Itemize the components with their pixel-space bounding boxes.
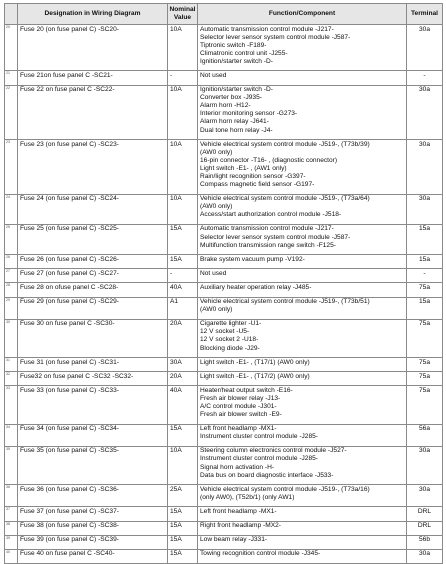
terminal: 56b — [407, 535, 443, 549]
function-line: Instrument cluster control module -J285- — [200, 433, 319, 441]
function-line: Rain/light recognition sensor -G397- — [200, 173, 306, 180]
row-marker: 25 — [5, 224, 18, 254]
function-line: Access/start authorization control module -J518- — [200, 211, 342, 219]
fuse-table — [4, 3, 443, 564]
function-component — [198, 358, 407, 372]
nominal-value: 15A — [168, 224, 198, 254]
function-component — [198, 424, 407, 446]
function-component — [198, 372, 407, 386]
function-line: Light switch -E1- , (T17/1) (AW0 only) — [200, 358, 310, 366]
function-line: Multifunction transmission range switch -F125- — [200, 241, 336, 249]
table-row — [5, 269, 443, 283]
function-line: Data bus on board diagnostic interface -J533- — [200, 471, 334, 479]
nominal-value: 20A — [168, 319, 198, 357]
terminal: 15a — [407, 255, 443, 269]
row-marker: 29 — [5, 297, 18, 319]
fuse-designation: Fuse 37 (on fuse panel C) -SC37- — [18, 507, 168, 521]
row-marker: 30 — [5, 319, 18, 357]
nominal-value: 10A — [168, 194, 198, 224]
table-row — [5, 255, 443, 269]
function-component — [198, 319, 407, 357]
terminal: 75a — [407, 358, 443, 372]
row-marker: 38 — [5, 521, 18, 535]
function-line: Automatic transmission control module -J217- — [200, 25, 334, 33]
table-row — [5, 535, 443, 549]
header-nominal-value: Nominal Value — [168, 4, 198, 25]
function-line: Compass magnetic field sensor -G197- — [200, 181, 315, 189]
function-component — [198, 297, 407, 319]
header-row — [5, 4, 443, 25]
function-component — [198, 71, 407, 85]
function-line: Steering column electronics control module -J527- — [200, 447, 347, 455]
function-component — [198, 85, 407, 140]
function-line: Light switch -E1- , (T17/2) (AW0 only) — [200, 372, 310, 380]
function-component — [198, 507, 407, 521]
terminal: 30a — [407, 446, 443, 484]
terminal: 30a — [407, 25, 443, 71]
function-line: Vehicle electrical system control module -J519-, (T73b/51) — [200, 298, 370, 306]
table-row — [5, 283, 443, 297]
function-line: Converter box -J935- — [200, 94, 262, 102]
table-row — [5, 521, 443, 535]
function-line: (AW0 only) — [200, 306, 233, 314]
nominal-value: 15A — [168, 535, 198, 549]
fuse-designation: Fuse 30 on fuse panel C -SC30- — [18, 319, 168, 357]
header-terminal: Terminal — [407, 4, 443, 25]
terminal: 75a — [407, 386, 443, 424]
terminal: 30a — [407, 140, 443, 195]
function-line: Signal horn activation -H- — [200, 463, 275, 471]
fuse-designation: Fuse 28 on ofuse panel C -SC28- — [18, 283, 168, 297]
row-marker: 24 — [5, 194, 18, 224]
row-marker: 22 — [5, 85, 18, 140]
fuse-designation: Fuse 38 (on fuse panel C) -SC38- — [18, 521, 168, 535]
fuse-designation: Fuse 33 (on fuse panel C) -SC33- — [18, 386, 168, 424]
function-line: Left front headlamp -MX1- — [200, 507, 277, 515]
table-row — [5, 485, 443, 507]
function-component — [198, 25, 407, 71]
table-row — [5, 386, 443, 424]
function-line: Vehicle electrical system control module -J519-, (T73b/39) — [200, 140, 370, 148]
table-row — [5, 224, 443, 254]
function-line: Alarm horn -H12- — [200, 102, 251, 110]
terminal: 30a — [407, 485, 443, 507]
function-line: Blocking diode -J29- — [200, 344, 260, 352]
table-row — [5, 446, 443, 484]
function-component — [198, 283, 407, 297]
terminal: 30a — [407, 194, 443, 224]
terminal: 30a — [407, 549, 443, 563]
function-line: Selector lever sensor system control module -J587- — [200, 233, 351, 241]
table-row — [5, 319, 443, 357]
fuse-designation: Fuse 22 on fuse panel C -SC22- — [18, 85, 168, 140]
nominal-value: 10A — [168, 140, 198, 195]
table-row — [5, 25, 443, 71]
header-function-component: Function/Component — [198, 4, 407, 25]
terminal: DRL — [407, 507, 443, 521]
fuse-designation: Fuse 27 (on fuse panel C) -SC27- — [18, 269, 168, 283]
function-line: (only AW0), (T52b/1) (only AW1) — [200, 493, 295, 501]
fuse-designation: Fuse 36 (on fuse panel C) -SC36- — [18, 485, 168, 507]
nominal-value: 15A — [168, 521, 198, 535]
function-component — [198, 269, 407, 283]
function-line: Auxiliary heater operation relay -J485- — [200, 283, 312, 291]
table-row — [5, 549, 443, 563]
fuse-designation: Fuse 20 (on fuse panel C) -SC20- — [18, 25, 168, 71]
function-line: Ignition/starter switch -D- — [200, 86, 273, 94]
row-marker: 26 — [5, 255, 18, 269]
function-component — [198, 549, 407, 563]
nominal-value: 25A — [168, 485, 198, 507]
fuse-designation: Fuse 24 (on fuse panel C) -SC24- — [18, 194, 168, 224]
table-row — [5, 85, 443, 140]
function-component — [198, 485, 407, 507]
function-line: Low beam relay -J331- — [200, 536, 268, 544]
row-marker: 35 — [5, 446, 18, 484]
nominal-value: 40A — [168, 283, 198, 297]
row-marker: 23 — [5, 140, 18, 195]
table-row — [5, 372, 443, 386]
function-line: (AW0 only) — [200, 203, 233, 211]
function-component — [198, 194, 407, 224]
function-line: Dual tone horn relay -J4- — [200, 126, 273, 134]
function-line: Ignition/starter switch -D- — [200, 57, 273, 65]
function-line: Cigarette lighter -U1- — [200, 320, 262, 328]
fuse-designation: Fuse 25 (on fuse panel C) -SC25- — [18, 224, 168, 254]
row-marker: 36 — [5, 485, 18, 507]
function-line: Light switch -E1- , (AW1 only) — [200, 164, 287, 172]
row-marker: 40 — [5, 549, 18, 563]
function-line: Interior monitoring sensor -G273- — [200, 110, 298, 118]
terminal: - — [407, 269, 443, 283]
terminal: 75a — [407, 372, 443, 386]
row-marker: 37 — [5, 507, 18, 521]
terminal: 75a — [407, 319, 443, 357]
terminal: 75a — [407, 283, 443, 297]
function-line: Heater/heat output switch -E16- — [200, 386, 293, 394]
table-row — [5, 194, 443, 224]
fuse-designation: Fuse32 on fuse panel C -SC32 -SC32- — [18, 372, 168, 386]
nominal-value: A1 — [168, 297, 198, 319]
fuse-designation: Fuse 31 (on fuse panel C) -SC31- — [18, 358, 168, 372]
fuse-designation: Fuse 23 (on fuse panel C) -SC23- — [18, 140, 168, 195]
table-body — [5, 25, 443, 564]
row-marker: 33 — [5, 386, 18, 424]
function-line: Alarm horn relay -J641- — [200, 118, 269, 126]
fuse-designation: Fuse 40 on fuse panel C -SC40- — [18, 549, 168, 563]
function-component — [198, 255, 407, 269]
row-marker: 28 — [5, 283, 18, 297]
function-line: Fresh air blower relay -J13- — [200, 394, 281, 402]
function-line: Automatic transmission control module -J217- — [200, 225, 334, 233]
function-line: Selector lever sensor system control module -J587- — [200, 33, 351, 41]
table-row — [5, 358, 443, 372]
function-line: Vehicle electrical system control module -J519-, (T73a/64) — [200, 195, 370, 203]
function-component — [198, 535, 407, 549]
header-designation: Designation in Wiring Diagram — [18, 4, 168, 25]
function-line: A/C control module -J301- — [200, 402, 277, 410]
function-line: Left front headlamp -MX1- — [200, 425, 277, 433]
table-row — [5, 71, 443, 85]
fuse-designation: Fuse 35 (on fuse panel C) -SC35- — [18, 446, 168, 484]
function-line: Right front headlamp -MX2- — [200, 522, 281, 529]
function-component — [198, 446, 407, 484]
function-component — [198, 521, 407, 535]
function-component — [198, 140, 407, 195]
table-row — [5, 507, 443, 521]
fuse-designation: Fuse 21on fuse panel C -SC21- — [18, 71, 168, 85]
row-marker: 21 — [5, 71, 18, 85]
row-marker: 27 — [5, 269, 18, 283]
nominal-value: 15A — [168, 424, 198, 446]
nominal-value: - — [168, 269, 198, 283]
function-component — [198, 224, 407, 254]
function-line: Not used — [200, 71, 227, 79]
function-line: (AW0 only) — [200, 148, 233, 156]
function-line: Instrument cluster control module -J285- — [200, 455, 319, 463]
fuse-designation: Fuse 39 (on fuse panel C) -SC39- — [18, 535, 168, 549]
terminal: 15a — [407, 297, 443, 319]
header-marker — [5, 4, 18, 25]
table-row — [5, 297, 443, 319]
function-line: 12 V socket 2 -U18- — [200, 336, 259, 344]
table-header — [5, 4, 443, 25]
terminal: 30a — [407, 85, 443, 140]
function-line: Climatronic control unit -J255- — [200, 49, 288, 57]
row-marker: 39 — [5, 535, 18, 549]
row-marker: 31 — [5, 358, 18, 372]
nominal-value: 15A — [168, 507, 198, 521]
fuse-designation: Fuse 26 (on fuse panel C) -SC26- — [18, 255, 168, 269]
fuse-designation: Fuse 34 (on fuse panel C) -SC34- — [18, 424, 168, 446]
table-row — [5, 140, 443, 195]
nominal-value: - — [168, 71, 198, 85]
row-marker: 32 — [5, 372, 18, 386]
nominal-value: 40A — [168, 386, 198, 424]
nominal-value: 10A — [168, 85, 198, 140]
terminal: DRL — [407, 521, 443, 535]
function-line: Fresh air blower switch -E9- — [200, 411, 282, 419]
nominal-value: 15A — [168, 255, 198, 269]
nominal-value: 10A — [168, 25, 198, 71]
row-marker: 34 — [5, 424, 18, 446]
terminal: 15a — [407, 224, 443, 254]
function-line: Vehicle electrical system control module -J519-, (T73a/16) — [200, 485, 370, 493]
row-marker: 20 — [5, 25, 18, 71]
function-line: Towing recognition control module -J345- — [200, 550, 321, 558]
terminal: - — [407, 71, 443, 85]
function-line: Not used — [200, 269, 227, 277]
nominal-value: 30A — [168, 358, 198, 372]
nominal-value: 15A — [168, 549, 198, 563]
nominal-value: 20A — [168, 372, 198, 386]
table-row — [5, 424, 443, 446]
nominal-value: 10A — [168, 446, 198, 484]
function-line: 16-pin connector -T16- , (diagnostic connector) — [200, 156, 338, 164]
function-component — [198, 386, 407, 424]
function-line: Brake system vacuum pump -V192- — [200, 255, 305, 263]
function-line: Tiptronic switch -F189- — [200, 41, 267, 49]
fuse-designation: Fuse 29 (on fuse panel C) -SC29- — [18, 297, 168, 319]
terminal: 56a — [407, 424, 443, 446]
function-line: 12 V socket -U5- — [200, 328, 250, 336]
